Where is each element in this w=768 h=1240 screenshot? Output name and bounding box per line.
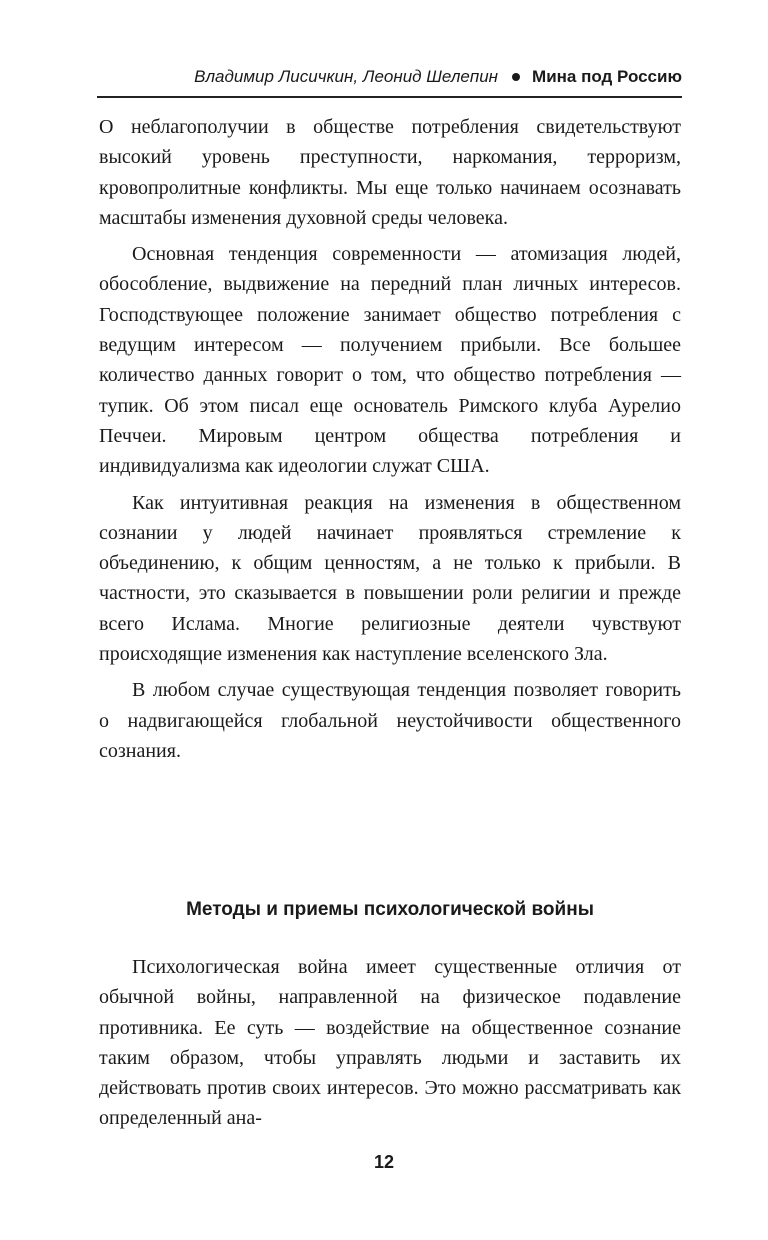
section-heading: Методы и приемы психологической войны: [186, 899, 594, 920]
paragraph: Основная тенденция современности — атомизация людей, обособление, выдвижение на передний план личных интересов. Господствующее положение занимает общество потребления с ведущим интересом — получением прибыли. Все большее количество данных говорит о том, что общество потребления — тупик. Об этом писал еще основатель Римского клуба Аурелио Печчеи. Мировым центром общества потребления и индивидуализма как идеологии служат США.: [99, 243, 681, 478]
section-body-text: [99, 952, 681, 1134]
paragraph: В любом случае существующая тенденция позволяет говорить о надвигающейся глобальной неустойчивости общественного сознания.: [99, 679, 681, 762]
paragraph: О неблагополучии в обществе потребления свидетельствуют высокий уровень преступности, наркомания, терроризм, кровопролитные конфликты. Мы еще только начинаем осознавать масштабы изменения духовной среды человека.: [99, 116, 681, 229]
header-authors: Владимир Лисичкин, Леонид Шелепин: [194, 67, 499, 86]
header-book-title: Мина под Россию: [532, 67, 682, 86]
bullet-icon: [512, 73, 520, 81]
page-number: 12: [373, 1152, 395, 1172]
paragraph: Психологическая война имеет существенные отличия от обычной войны, направленной на физическое подавление противника. Ее суть — воздействие на общественное сознание таким образом, чтобы управлять людьми и заставить их действовать против своих интересов. Это можно рассматривать как определенный ана-: [99, 956, 681, 1130]
running-header: [97, 58, 682, 98]
body-text: [99, 112, 681, 772]
paragraph: Как интуитивная реакция на изменения в общественном сознании у людей начинает проявляться стремление к объединению, к общим ценностям, а не только к прибыли. В частности, это сказывается в повышении роли религии и прежде всего Ислама. Многие религиозные деятели чувствуют происходящие изменения как наступление вселенского Зла.: [99, 491, 681, 666]
